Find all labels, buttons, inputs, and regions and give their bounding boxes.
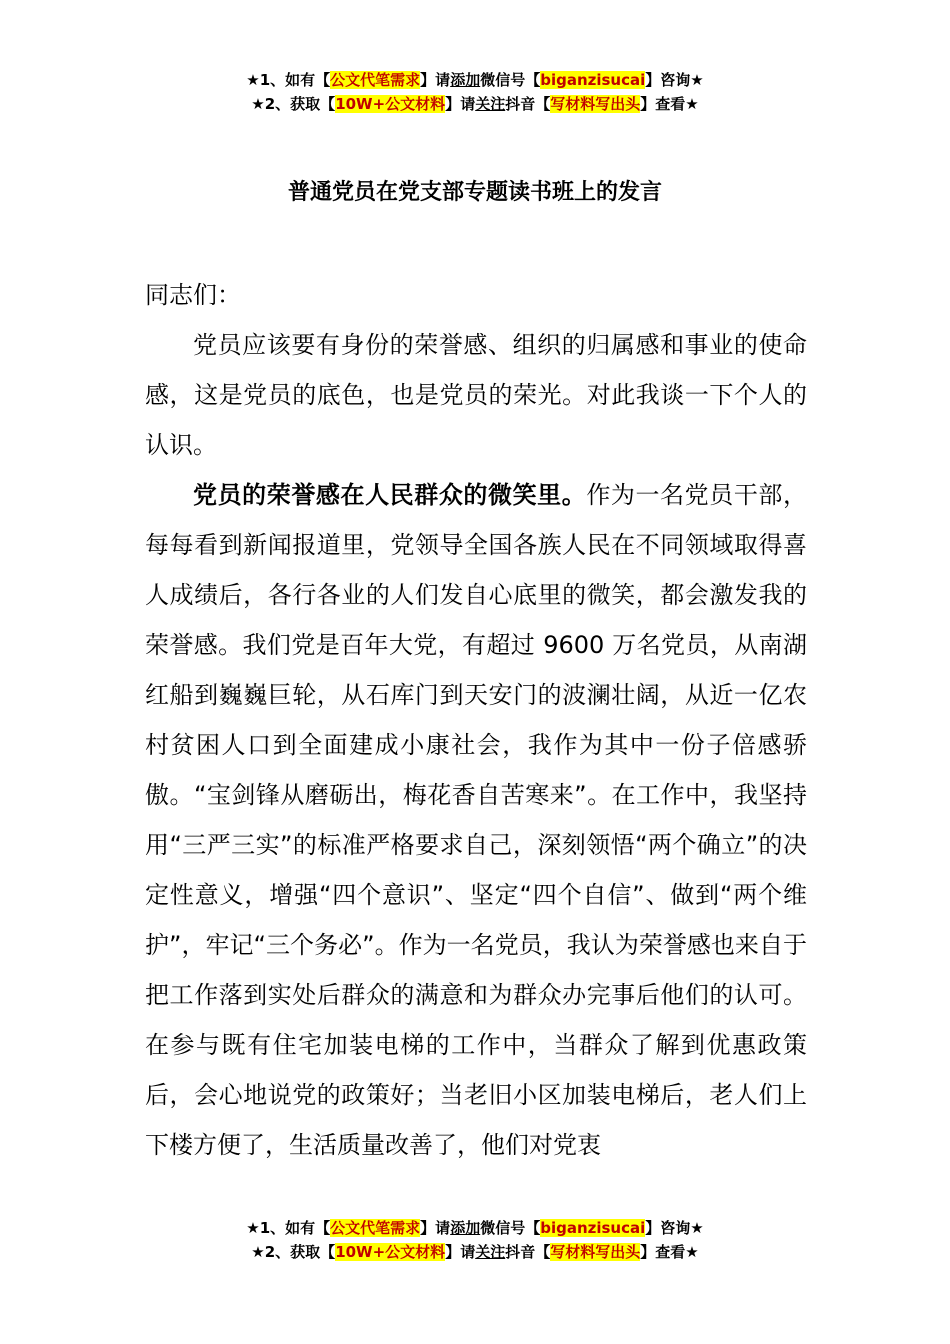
paragraph-heading: 党员的荣誉感在人民群众的微笑里。 — [193, 481, 587, 509]
salutation: 同志们： — [145, 281, 241, 309]
highlight-materials: 10W+公文材料 — [335, 1243, 446, 1261]
promo-banner-top — [0, 68, 950, 116]
promo-text: 添加 — [450, 71, 481, 89]
promo-text: 】查看★ — [640, 1243, 699, 1261]
document-body — [145, 270, 807, 1170]
promo-line-1 — [0, 68, 950, 92]
promo-text: 】咨询★ — [645, 71, 704, 89]
promo-text: 微信号【 — [480, 71, 541, 89]
promo-text: ★2、获取【 — [251, 1243, 336, 1261]
highlight-materials: 10W+公文材料 — [335, 95, 446, 113]
promo-text: 】请 — [420, 1219, 451, 1237]
promo-text: 添加 — [450, 1219, 481, 1237]
promo-text: ★2、获取【 — [251, 95, 336, 113]
paragraph-body: 作为一名党员干部，每每看到新闻报道里，党领导全国各族人民在不同领域取得喜人成绩后，各行各业的人们发自心底里的微笑，都会激发我的荣誉感。我们党是百年大党，有超过 9600 万名党员，从南湖红船到巍巍巨轮，从石库门到天安门的波澜壮阔，从近一亿农村贫困人口到全面建成小康社会，我作为其中一份子倍感骄傲。“宝剑锋从磨砺出，梅花香自苦寒来”。在工作中，我坚持用“三严三实”的标准严格要求自己，深刻领悟“两个确立”的决定性意义，增强“四个意识”、坚定“四个自信”、做到“两个维护”，牢记“三个务必”。作为一名党员，我认为荣誉感也来自于把工作落到实处后群众的满意和为群众办完事后他们的认可。在参与既有住宅加装电梯的工作中，当群众了解到优惠政策后，会心地说党的政策好；当老旧小区加装电梯后，老人们上下楼方便了，生活质量改善了，他们对党衷 — [145, 481, 808, 1159]
promo-text: 抖音【 — [505, 95, 551, 113]
promo-line-2 — [0, 1240, 950, 1264]
highlight-wechat-id: biganzisucai — [540, 1219, 646, 1237]
promo-text: 】咨询★ — [645, 1219, 704, 1237]
highlight-service: 公文代笔需求 — [330, 1219, 421, 1237]
promo-text: 】查看★ — [640, 95, 699, 113]
paragraph-1: 党员应该要有身份的荣誉感、组织的归属感和事业的使命感，这是党员的底色，也是党员的荣光。对此我谈一下个人的认识。 — [145, 331, 807, 459]
paragraph-2 — [145, 470, 807, 1170]
promo-line-1 — [0, 1216, 950, 1240]
promo-text: 】请 — [445, 1243, 476, 1261]
promo-text: 抖音【 — [505, 1243, 551, 1261]
highlight-wechat-id: biganzisucai — [540, 71, 646, 89]
highlight-douyin-account: 写材料写出头 — [550, 1243, 641, 1261]
promo-text: 关注 — [475, 1243, 506, 1261]
promo-text: 】请 — [420, 71, 451, 89]
promo-text: ★1、如有【 — [246, 71, 331, 89]
promo-line-2 — [0, 92, 950, 116]
promo-text: 】请 — [445, 95, 476, 113]
promo-text: 关注 — [475, 95, 506, 113]
promo-text: ★1、如有【 — [246, 1219, 331, 1237]
promo-banner-bottom — [0, 1216, 950, 1264]
promo-text: 微信号【 — [480, 1219, 541, 1237]
highlight-douyin-account: 写材料写出头 — [550, 95, 641, 113]
highlight-service: 公文代笔需求 — [330, 71, 421, 89]
document-title: 普通党员在党支部专题读书班上的发言 — [287, 180, 662, 205]
